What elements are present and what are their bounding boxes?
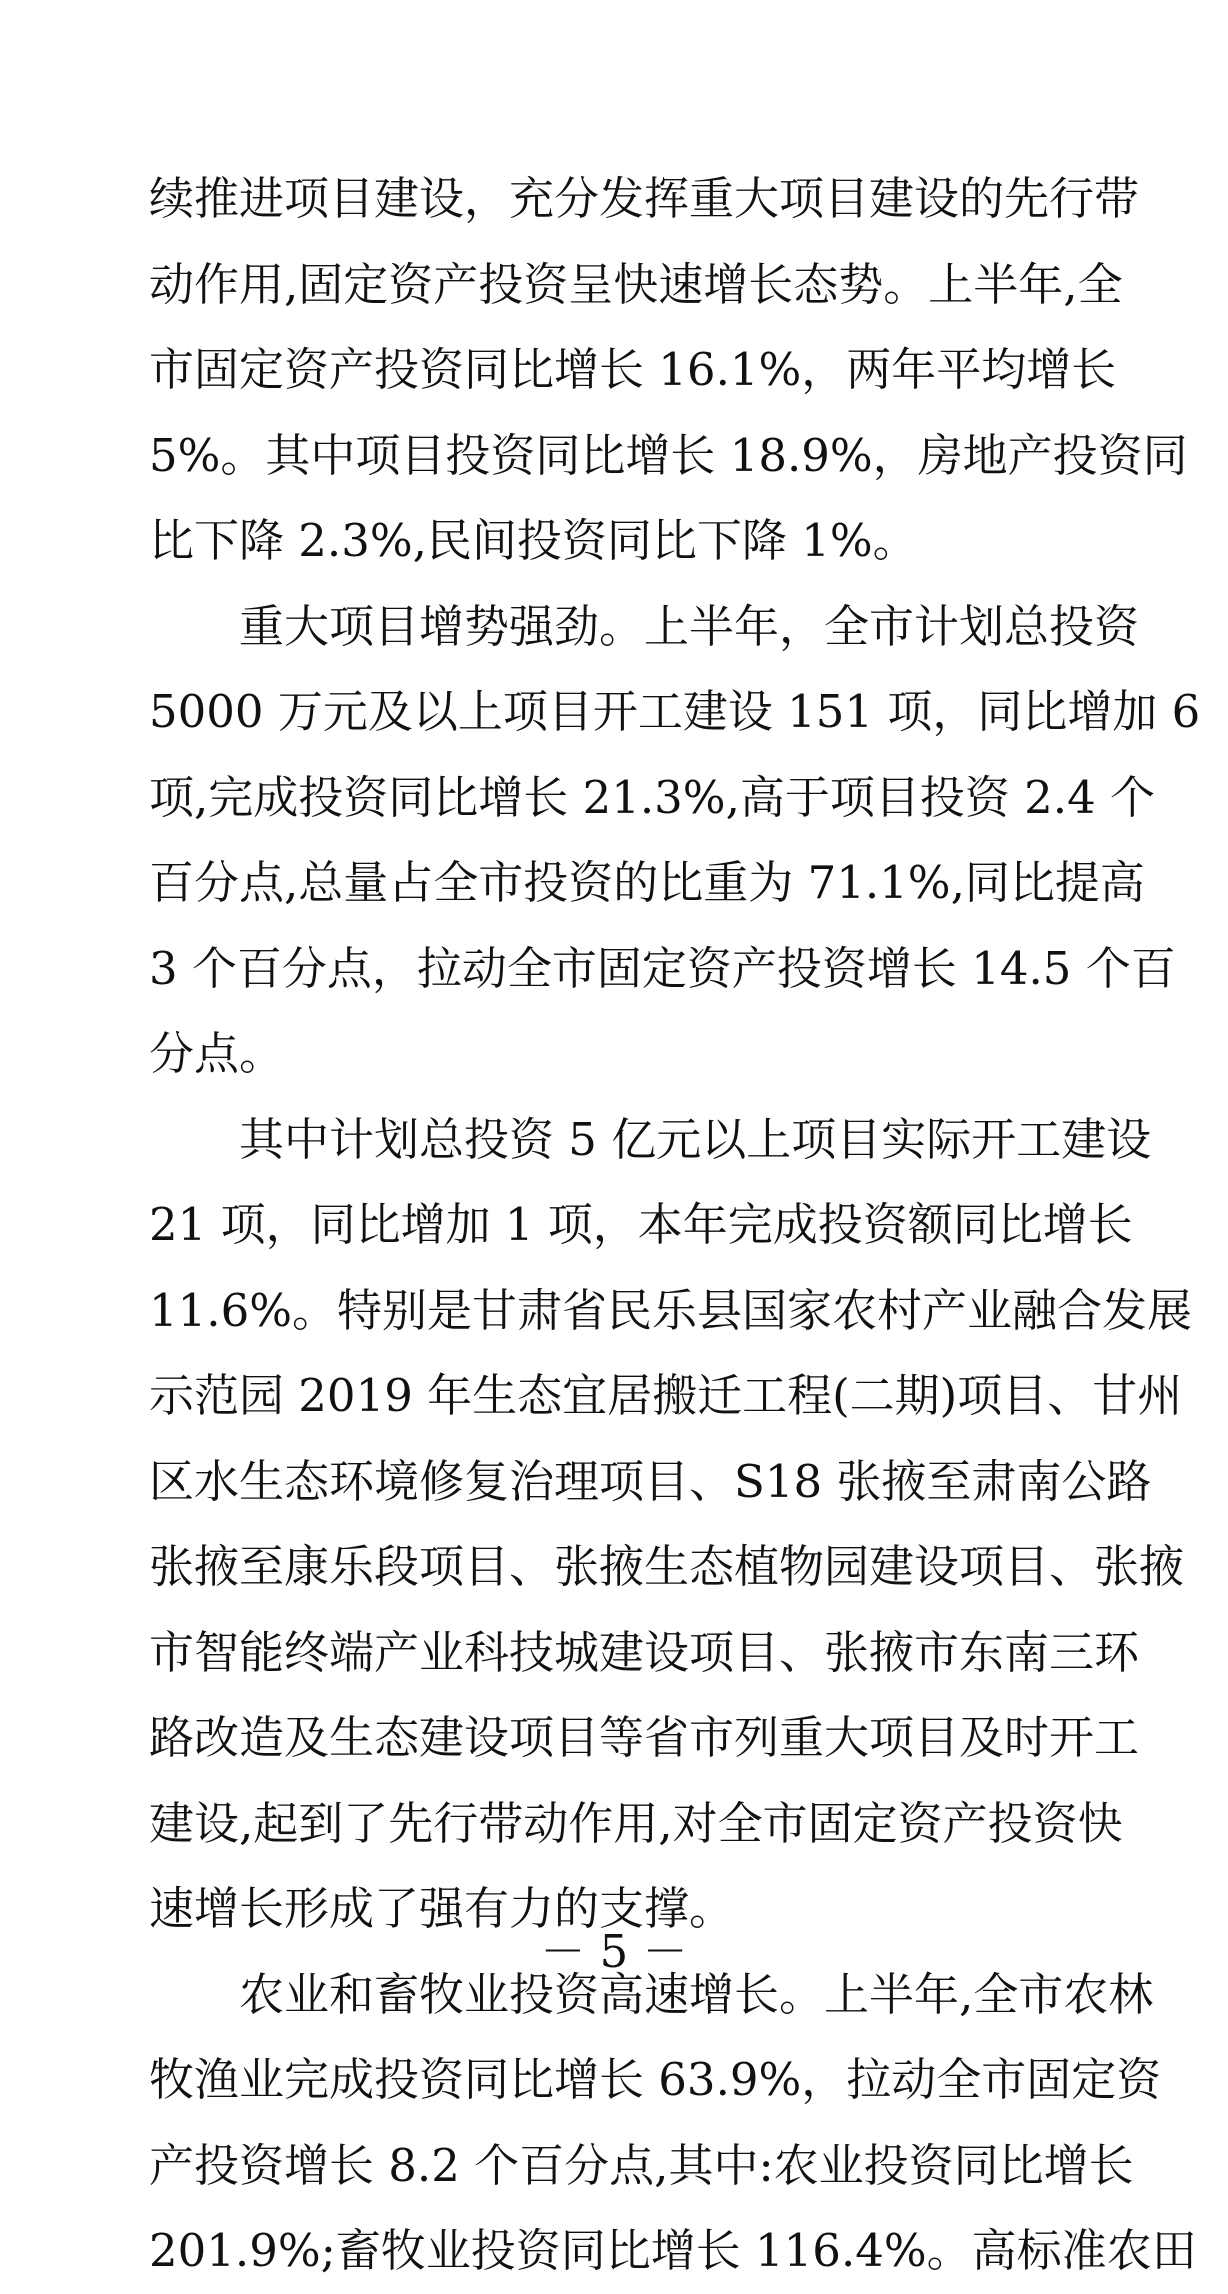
page-number: － 5 － bbox=[540, 1925, 688, 1978]
text-line: 动作用,固定资产投资呈快速增长态势。上半年,全 bbox=[149, 257, 1123, 311]
text-line: 5%。其中项目投资同比增长 18.9%，房地产投资同 bbox=[149, 428, 1188, 482]
text-line: 项,完成投资同比增长 21.3%,高于项目投资 2.4 个 bbox=[149, 770, 1156, 824]
text-line: 市固定资产投资同比增长 16.1%，两年平均增长 bbox=[149, 343, 1117, 396]
text-line: 分点。 bbox=[149, 1027, 285, 1080]
text-line: 张掖至康乐段项目、张掖生态植物园建设项目、张掖 bbox=[149, 1540, 1185, 1593]
text-line: 牧渔业完成投资同比增长 63.9%，拉动全市固定资 bbox=[149, 2053, 1162, 2106]
text-line: 其中计划总投资 5 亿元以上项目实际开工建设 bbox=[239, 1112, 1152, 1166]
text-line: 重大项目增势强劲。上半年，全市计划总投资 bbox=[239, 599, 1140, 653]
text-line: 比下降 2.3%,民间投资同比下降 1%。 bbox=[149, 514, 918, 567]
text-line: 市智能终端产业科技城建设项目、张掖市东南三环 bbox=[149, 1625, 1140, 1679]
text-line: 速增长形成了强有力的支撑。 bbox=[149, 1882, 735, 1935]
text-line: 续推进项目建设，充分发挥重大项目建设的先行带 bbox=[149, 172, 1140, 225]
text-line: 3 个百分点，拉动全市固定资产投资增长 14.5 个百 bbox=[149, 941, 1176, 995]
text-line: 5000 万元及以上项目开工建设 151 项，同比增加 6 bbox=[149, 685, 1201, 738]
text-line: 区水生态环境修复治理项目、S18 张掖至肃南公路 bbox=[149, 1454, 1152, 1508]
text-line: 建设,起到了先行带动作用,对全市固定资产投资快 bbox=[149, 1796, 1123, 1850]
text-line: 农业和畜牧业投资高速增长。上半年,全市农林 bbox=[239, 1967, 1154, 2021]
text-line: 路改造及生态建设项目等省市列重大项目及时开工 bbox=[149, 1711, 1140, 1764]
text-line: 11.6%。特别是甘肃省民乐县国家农村产业融合发展 bbox=[149, 1283, 1192, 1337]
text-line: 21 项，同比增加 1 项，本年完成投资额同比增长 bbox=[149, 1198, 1133, 1251]
text-line: 产投资增长 8.2 个百分点,其中:农业投资同比增长 bbox=[149, 2138, 1134, 2192]
text-line: 201.9%;畜牧业投资同比增长 116.4%。高标准农田 bbox=[149, 2224, 1197, 2277]
text-line: 百分点,总量占全市投资的比重为 71.1%,同比提高 bbox=[149, 856, 1145, 909]
text-line: 示范园 2019 年生态宜居搬迁工程(二期)项目、甘州 bbox=[149, 1369, 1183, 1422]
